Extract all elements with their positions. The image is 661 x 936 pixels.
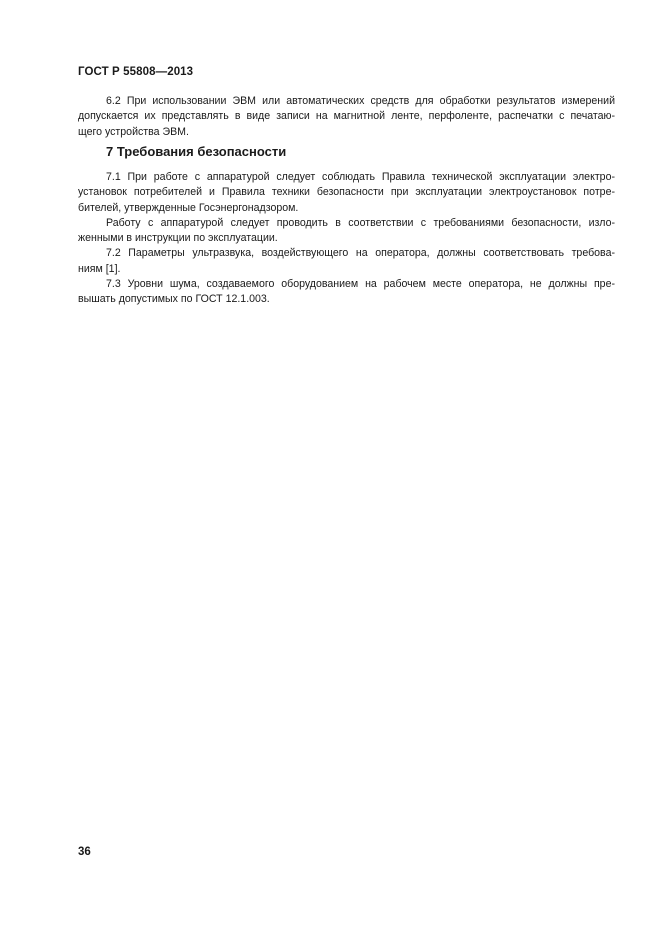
- paragraph-line: щего устройства ЭВМ.: [78, 125, 189, 138]
- paragraph-line: допускается их представлять в виде записи на магнитной ленте, перфоленте, распечатки с печатаю-: [78, 110, 615, 123]
- paragraph-line: бителей, утвержденные Госэнергонадзором.: [78, 201, 299, 214]
- page-number: 36: [78, 846, 91, 858]
- paragraph-line: ниям [1].: [78, 262, 121, 275]
- section-title: 7 Требования безопасности: [106, 144, 287, 159]
- paragraph-line: 7.3 Уровни шума, создаваемого оборудованием на рабочем месте оператора, не должны пре-: [106, 278, 615, 291]
- section-7-body: [78, 170, 615, 308]
- paragraph-line: Работу с аппаратурой следует проводить в соответствии с требованиями безопасности, изло-: [106, 216, 615, 229]
- paragraph-line: 7.2 Параметры ультразвука, воздействующего на оператора, должны соответствовать требова-: [106, 247, 615, 260]
- paragraph-line: женными в инструкции по эксплуатации.: [78, 232, 278, 245]
- paragraph-line: установок потребителей и Правила техники безопасности при эксплуатации электроустановок потре-: [78, 186, 615, 199]
- paragraph-line: вышать допустимых по ГОСТ 12.1.003.: [78, 293, 270, 306]
- paragraph-line: 7.1 При работе с аппаратурой следует соблюдать Правила технической эксплуатации электро-: [106, 171, 615, 183]
- paragraph-6-2: [78, 94, 615, 140]
- paragraph-line: 6.2 При использовании ЭВМ или автоматических средств для обработки результатов измерений: [106, 95, 615, 107]
- document-header: ГОСТ Р 55808—2013: [78, 66, 194, 78]
